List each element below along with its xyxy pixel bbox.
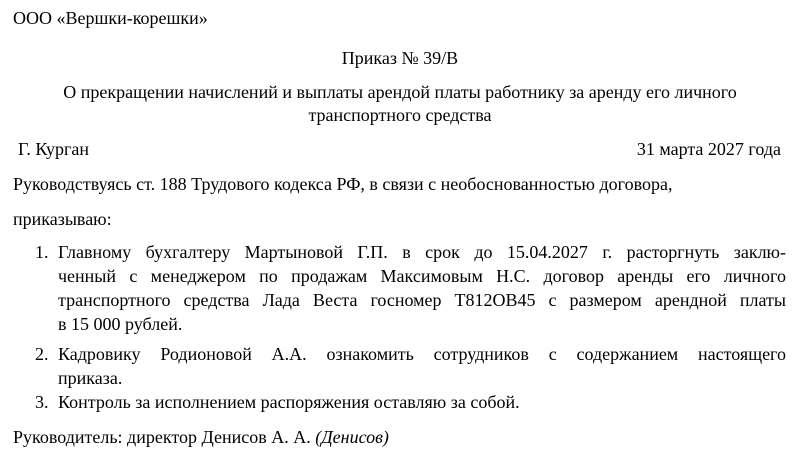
- item-number: 1.: [35, 242, 49, 262]
- signature-line: [13, 425, 389, 449]
- order-date: 31 марта 2027 года: [636, 139, 781, 159]
- item-text: [58, 390, 786, 414]
- order-subject-line-1: О прекращении начислений и выплаты арендой платы работнику за аренду его личного: [63, 82, 737, 102]
- item-text-line: приказа.: [58, 368, 123, 388]
- item-text-line: транспортного средства Лада Веста госномер Т812ОВ45 с размером арендной платы: [58, 290, 786, 310]
- signature-label: Руководитель: директор Денисов А. А.: [13, 427, 316, 447]
- item-number: 2.: [35, 344, 49, 364]
- item-text-line: ченный с менеджером по продажам Максимовым Н.С. договор аренды его личного: [58, 266, 786, 286]
- item-text-line: в 15 000 рублей.: [58, 314, 183, 334]
- signature-handwritten: (Денисов): [315, 427, 389, 447]
- city: Г. Курган: [18, 139, 90, 159]
- organization-name: ООО «Вершки-корешки»: [13, 8, 208, 28]
- item-text-line: Кадровику Родионовой А.А. ознакомить сотрудников с содержанием настоящего: [58, 344, 786, 364]
- item-text-line: Контроль за исполнением распоряжения оставляю за собой.: [58, 392, 520, 412]
- item-text-line: Главному бухгалтеру Мартыновой Г.П. в срок до 15.04.2027 г. расторгнуть заклю-: [58, 242, 786, 262]
- item-text: [58, 342, 786, 390]
- legal-basis: Руководствуясь ст. 188 Трудового кодекса РФ, в связи с необоснованностью договора,: [13, 174, 673, 194]
- item-text: [58, 240, 786, 336]
- item-number: 3.: [35, 392, 49, 412]
- order-word: приказываю:: [13, 209, 112, 229]
- order-subject-line-2: транспортного средства: [308, 105, 492, 125]
- order-title: Приказ № 39/В: [341, 48, 459, 68]
